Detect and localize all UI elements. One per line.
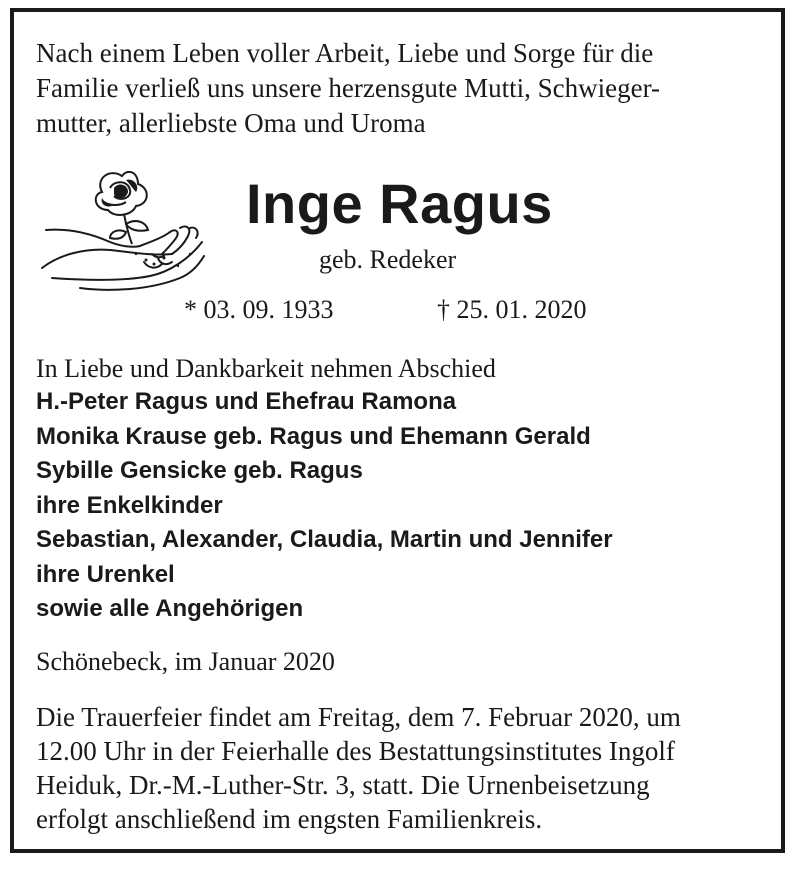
- funeral-line: 12.00 Uhr in der Feierhalle des Bestattungsinstitutes Ingolf: [36, 736, 675, 766]
- intro-line: mutter, allerliebste Oma und Uroma: [36, 108, 426, 138]
- birth-date: * 03. 09. 1933: [184, 295, 334, 324]
- mourner-line: Sebastian, Alexander, Claudia, Martin und Jennifer: [36, 526, 613, 553]
- intro-line: Nach einem Leben voller Arbeit, Liebe und Sorge für die: [36, 38, 654, 68]
- funeral-info: [36, 700, 774, 836]
- funeral-line: erfolgt anschließend im engsten Familienkreis.: [36, 804, 543, 834]
- death-date: † 25. 01. 2020: [437, 295, 587, 324]
- intro-text: [36, 36, 771, 141]
- mourner-line: ihre Enkelkinder: [36, 491, 223, 519]
- intro-line: Familie verließ uns unsere herzensgute Mutti, Schwieger-: [36, 73, 661, 103]
- funeral-line: Die Trauerfeier findet am Freitag, dem 7. Februar 2020, um: [36, 702, 681, 732]
- maiden-name: geb. Redeker: [319, 245, 457, 274]
- mourner-line: Sybille Gensicke geb. Ragus: [36, 457, 363, 484]
- mourners-block: [36, 352, 771, 627]
- mourner-line: Monika Krause geb. Ragus und Ehemann Gerald: [36, 422, 591, 450]
- mourner-line: ihre Urenkel: [36, 560, 175, 588]
- mourner-line: sowie alle Angehörigen: [36, 595, 304, 622]
- mourner-line: H.-Peter Ragus und Ehefrau Ramona: [36, 388, 457, 415]
- rose-in-hands-icon: [40, 158, 210, 298]
- funeral-line: Heiduk, Dr.-M.-Luther-Str. 3, statt. Die Urnenbeisetzung: [36, 770, 650, 800]
- mourners-lead: In Liebe und Dankbarkeit nehmen Abschied: [36, 354, 496, 383]
- place-date: Schönebeck, im Januar 2020: [36, 647, 335, 676]
- obituary-notice: [10, 8, 785, 853]
- deceased-name: Inge Ragus: [246, 172, 553, 235]
